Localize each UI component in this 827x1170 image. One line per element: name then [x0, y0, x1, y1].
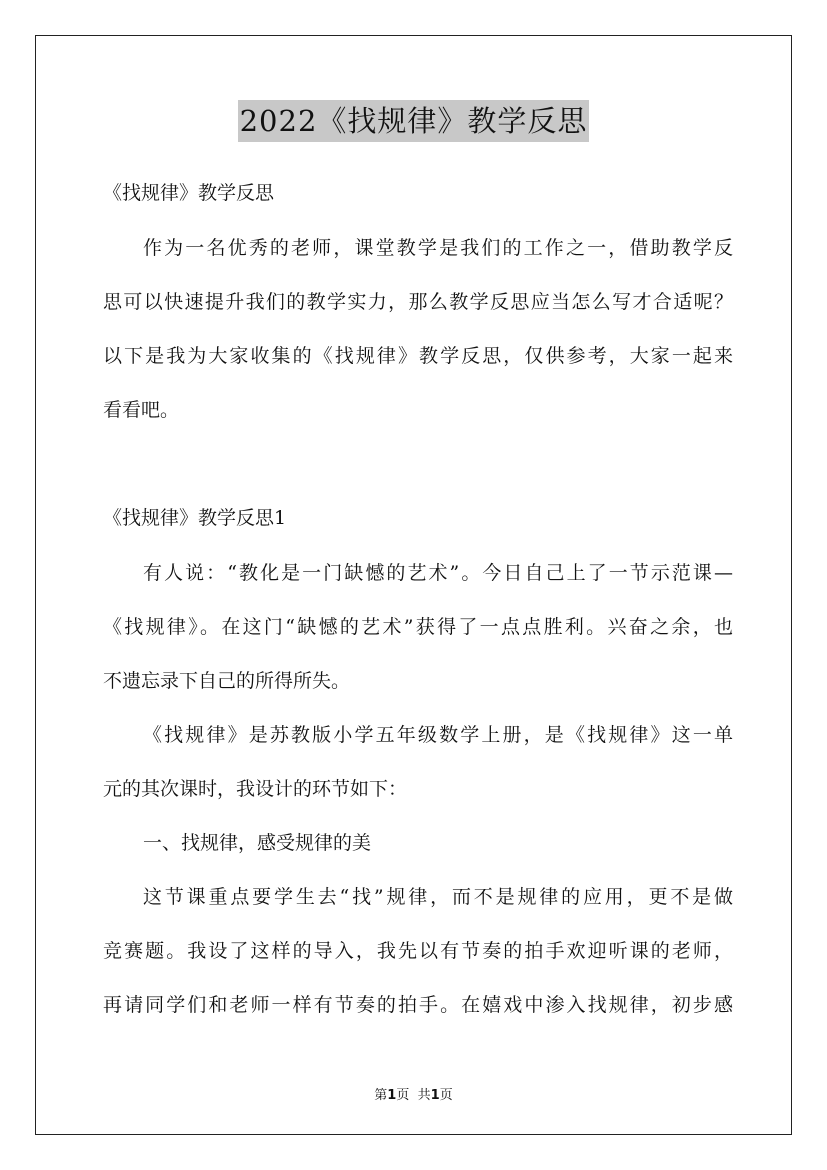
para2-line-2: 元的其次课时，我设计的环节如下： [103, 778, 408, 800]
para2-line-1: 《找规律》是苏教版小学五年级数学上册，是《找规律》这一单 [143, 724, 733, 746]
intro-line-4: 看看吧。 [103, 399, 180, 421]
title-container [0, 100, 827, 142]
para3-line-2: 竞赛题。我设了这样的导入，我先以有节奏的拍手欢迎听课的老师， [103, 940, 733, 962]
point-heading-1: 一、找规律，感受规律的美 [143, 832, 372, 854]
footer-total-number: 1 [430, 1088, 440, 1103]
footer-total-prefix: 共 [417, 1088, 431, 1103]
para1-line-1: 有人说：“教化是一门缺憾的艺术”。今日自己上了一节示范课— [143, 562, 733, 584]
para3-line-3: 再请同学们和老师一样有节奏的拍手。在嬉戏中渗入找规律，初步感 [103, 994, 733, 1016]
document-title: 2022《找规律》教学反思 [238, 100, 590, 142]
footer-total-suffix: 页 [439, 1088, 453, 1103]
para3-line-1: 这节课重点要学生去“找”规律，而不是规律的应用，更不是做 [143, 886, 733, 908]
intro-line-2: 思可以快速提升我们的教学实力，那么教学反思应当怎么写才合适呢？ [103, 291, 733, 313]
section-heading-1: 《找规律》教学反思1 [103, 507, 287, 529]
footer-page-prefix: 第 [374, 1088, 388, 1103]
intro-line-3: 以下是我为大家收集的《找规律》教学反思，仅供参考，大家一起来 [103, 345, 733, 367]
document-subtitle: 《找规律》教学反思 [103, 182, 275, 204]
footer-page-suffix: 页 [396, 1088, 410, 1103]
para1-line-3: 不遗忘录下自己的所得所失。 [103, 670, 351, 692]
footer-page-number: 1 [387, 1088, 397, 1103]
para1-line-2: 《找规律》。在这门“缺憾的艺术”获得了一点点胜利。兴奋之余，也 [103, 616, 733, 638]
page-footer [0, 1084, 827, 1103]
intro-line-1: 作为一名优秀的老师，课堂教学是我们的工作之一，借助教学反 [143, 237, 733, 259]
